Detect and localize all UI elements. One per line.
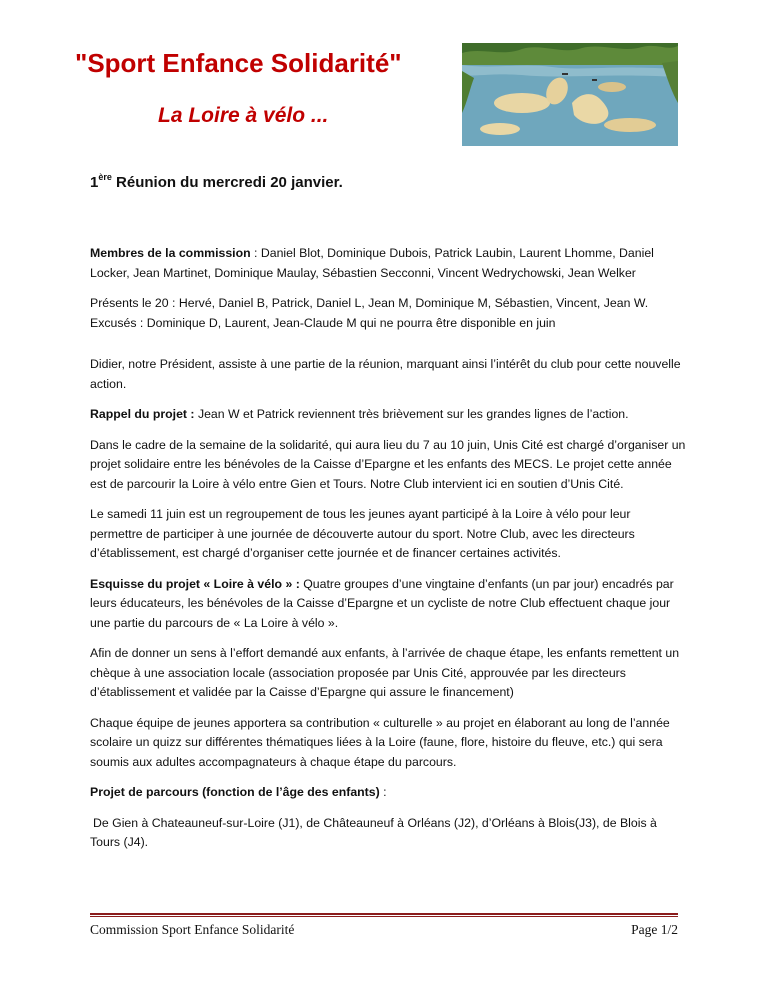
present-line: Présents le 20 : Hervé, Daniel B, Patrick, Daniel L, Jean M, Dominique M, Sébastien, Vincent, Jean W. xyxy=(90,296,649,310)
document-subtitle: La Loire à vélo ... xyxy=(158,104,329,127)
sketch-label: Esquisse du projet « Loire à vélo » : xyxy=(90,576,300,591)
footer-commission: Commission Sport Enfance Solidarité xyxy=(90,922,295,937)
reminder-text: Jean W et Patrick reviennent très brièvement sur les grandes lignes de l’action. xyxy=(194,407,629,421)
meeting-heading xyxy=(90,174,343,191)
footer-rule-thin xyxy=(90,916,678,917)
reminder-label: Rappel du projet : xyxy=(90,407,195,421)
minutes-body xyxy=(90,244,686,864)
president-paragraph: Didier, notre Président, assiste à une partie de la réunion, marquant ainsi l’intérêt du club pour cette nouvelle action. xyxy=(90,357,681,391)
document-title: "Sport Enfance Solidarité" xyxy=(75,48,402,78)
route-paragraph: De Gien à Chateauneuf-sur-Loire (J1), de Châteauneuf à Orléans (J2), d’Orléans à Blois(J3), de Blois à Tours (J4). xyxy=(90,815,657,849)
attendance-paragraph xyxy=(90,294,686,333)
route-label: Projet de parcours (fonction de l’âge des enfants) xyxy=(90,785,380,799)
june-paragraph: Le samedi 11 juin est un regroupement de tous les jeunes ayant participé à la Loire à vélo pour leur permettre de participer à une journée de découverte autour du sport. Notre Club, avec les directeurs d’établissement, est chargé d’organiser cette journée et de financer certaines activités. xyxy=(90,507,635,560)
meeting-superscript: ère xyxy=(98,172,112,182)
cheque-paragraph: Afin de donner un sens à l’effort demandé aux enfants, à l’arrivée de chaque étape, les enfants remettent un chèque à une association locale (association proposée par Unis Cité, approuvée par les directeurs d’établissement et validée par la Caisse d’Epargne qui assure le financement) xyxy=(90,646,680,699)
footer-page-number: Page 1/2 xyxy=(631,922,678,937)
reminder-paragraph xyxy=(90,405,686,425)
members-label: Membres de la commission xyxy=(90,246,251,260)
solidarity-paragraph: Dans le cadre de la semaine de la solidarité, qui aura lieu du 7 au 10 juin, Unis Cité est chargé d’organiser un projet solidaire entre les bénévoles de la Caisse d’Epargne et les enfants des MECS. Le projet cette année est de parcourir la Loire à vélo entre Gien et Tours. Notre Club intervient ici en soutien d’Unis Cité. xyxy=(90,437,686,491)
quiz-paragraph: Chaque équipe de jeunes apportera sa contribution « culturelle » au projet en élaborant au long de l’année scolaire un quizz sur différentes thématiques liées à la Loire (faune, flore, histoire du fleuve, etc.) qui sera soumis aux adultes accompagnateurs à chaque étape du parcours. xyxy=(90,715,670,769)
route-heading xyxy=(90,783,686,803)
sketch-paragraph xyxy=(90,575,686,634)
members-paragraph xyxy=(90,244,686,283)
meeting-label: Réunion du mercredi 20 janvier. xyxy=(111,174,343,191)
members-list: : Daniel Blot, Dominique Dubois, Patrick Laubin, Laurent Lhomme, Daniel Locker, Jean Martinet, Dominique Maulay, Sébastien Secconni, Vincent Wedrychowski, Jean Welker xyxy=(90,246,654,280)
footer-rule xyxy=(90,913,678,915)
meeting-number: 1 xyxy=(90,174,99,191)
excused-line: Excusés : Dominique D, Laurent, Jean-Claude M qui ne pourra être disponible en juin xyxy=(90,315,556,330)
route-suffix: : xyxy=(379,785,387,799)
sketch-text: Quatre groupes d’une vingtaine d’enfants (un par jour) encadrés par leurs éducateurs, les bénévoles de la Caisse d’Epargne et un cycliste de notre Club effectuent chaque jour une partie du parcours de « La Loire à vélo ». xyxy=(90,576,674,630)
loire-river-photo xyxy=(462,43,678,146)
